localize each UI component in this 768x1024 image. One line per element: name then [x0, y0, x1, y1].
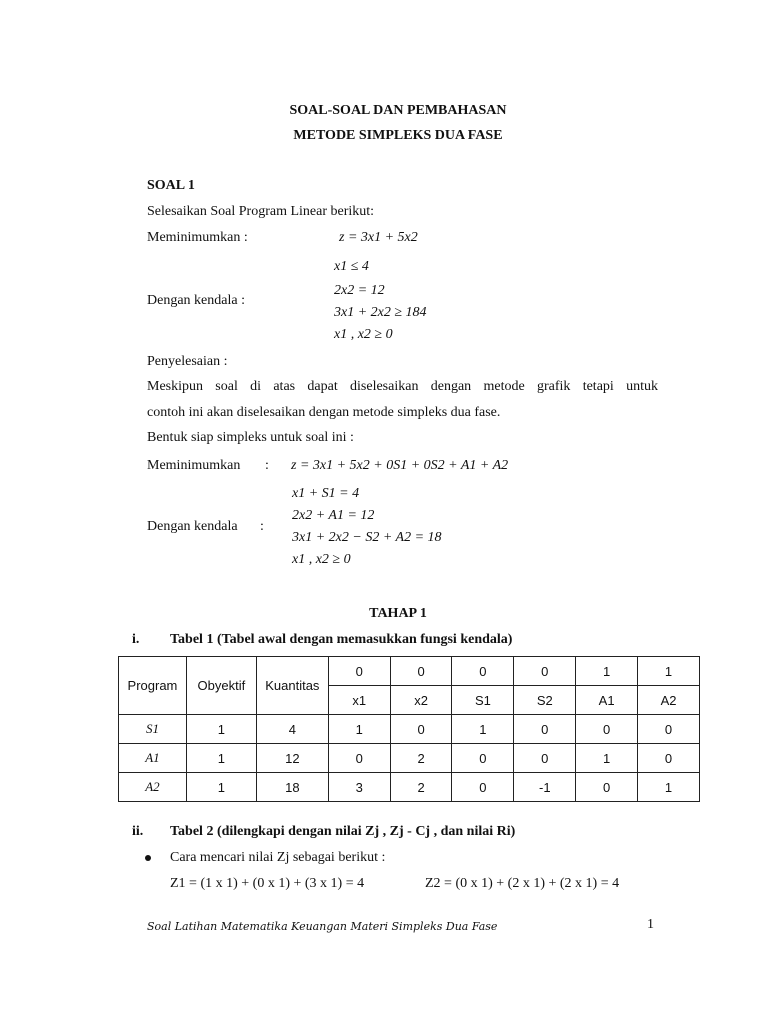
table-row: [119, 773, 700, 802]
row-obyektif: 1: [186, 744, 256, 773]
row-value: 0: [452, 744, 514, 773]
variable-cell: x1: [328, 686, 390, 715]
row-obyektif: 1: [186, 773, 256, 802]
objective-function: z = 3x1 + 5x2: [339, 230, 418, 245]
header-obyektif: Obyektif: [186, 657, 256, 715]
standard-form-intro: Bentuk siap simpleks untuk soal ini :: [147, 430, 354, 445]
row-obyektif: 1: [186, 715, 256, 744]
header-kuantitas: Kuantitas: [256, 657, 328, 715]
soal-intro: Selesaikan Soal Program Linear berikut:: [147, 204, 375, 219]
minimize-label: Meminimumkan :: [147, 230, 248, 245]
row-value: 2: [390, 744, 452, 773]
standard-constraint-2: 2x2 + A1 = 12: [292, 508, 375, 523]
row-value: 0: [638, 744, 700, 773]
row-value: 0: [514, 744, 576, 773]
constraint-2: 2x2 = 12: [334, 283, 385, 298]
solution-paragraph-line-2: contoh ini akan diselesaikan dengan metode simpleks dua fase.: [147, 405, 501, 420]
row-value: 0: [638, 715, 700, 744]
cost-cell: 0: [452, 657, 514, 686]
row-value: -1: [514, 773, 576, 802]
row-value: 3: [328, 773, 390, 802]
standard-minimize-colon: :: [265, 458, 269, 473]
table-row: [119, 715, 700, 744]
row-value: 1: [576, 744, 638, 773]
row-program: A1: [119, 744, 187, 773]
row-value: 1: [638, 773, 700, 802]
solution-heading: Penyelesaian :: [147, 354, 228, 369]
row-kuantitas: 4: [256, 715, 328, 744]
constraint-3: 3x1 + 2x2 ≥ 184: [334, 305, 427, 320]
row-program: A2: [119, 773, 187, 802]
table1-title: Tabel 1 (Tabel awal dengan memasukkan fungsi kendala): [170, 632, 513, 647]
constraint-label: Dengan kendala :: [147, 293, 245, 308]
footer-text: Soal Latihan Matematika Keuangan Materi Simpleks Dua Fase: [147, 920, 498, 933]
row-value: 0: [328, 744, 390, 773]
variable-cell: A2: [638, 686, 700, 715]
cost-cell: 0: [390, 657, 452, 686]
header-program: Program: [119, 657, 187, 715]
bullet-icon: [145, 855, 151, 861]
page-number: 1: [647, 917, 654, 932]
row-value: 2: [390, 773, 452, 802]
row-value: 0: [390, 715, 452, 744]
row-kuantitas: 12: [256, 744, 328, 773]
table-row: [119, 744, 700, 773]
row-value: 1: [328, 715, 390, 744]
z1-calculation: Z1 = (1 x 1) + (0 x 1) + (3 x 1) = 4: [170, 876, 365, 891]
table-header-row: [119, 657, 700, 686]
constraint-1: x1 ≤ 4: [334, 259, 369, 274]
cost-cell: 1: [576, 657, 638, 686]
bullet-text: Cara mencari nilai Zj sebagai berikut :: [170, 850, 386, 865]
variable-cell: S1: [452, 686, 514, 715]
standard-minimize-label: Meminimumkan: [147, 458, 241, 473]
table2-number: ii.: [132, 824, 144, 839]
cost-cell: 0: [514, 657, 576, 686]
standard-constraint-3: 3x1 + 2x2 − S2 + A2 = 18: [292, 530, 442, 545]
title-line-1: SOAL-SOAL DAN PEMBAHASAN: [289, 103, 507, 118]
soal-heading: SOAL 1: [147, 178, 195, 193]
table2-title: Tabel 2 (dilengkapi dengan nilai Zj , Zj - Cj , dan nilai Ri): [170, 824, 516, 839]
standard-constraint-colon: :: [260, 519, 264, 534]
tahap-heading: TAHAP 1: [369, 606, 427, 621]
row-value: 0: [514, 715, 576, 744]
variable-cell: A1: [576, 686, 638, 715]
standard-constraint-1: x1 + S1 = 4: [292, 486, 360, 501]
row-kuantitas: 18: [256, 773, 328, 802]
row-value: 1: [452, 715, 514, 744]
variable-cell: S2: [514, 686, 576, 715]
cost-cell: 0: [328, 657, 390, 686]
table1-number: i.: [132, 632, 140, 647]
row-value: 0: [452, 773, 514, 802]
row-value: 0: [576, 773, 638, 802]
z2-calculation: Z2 = (0 x 1) + (2 x 1) + (2 x 1) = 4: [425, 876, 620, 891]
standard-constraint-label: Dengan kendala: [147, 519, 238, 534]
row-value: 0: [576, 715, 638, 744]
title-line-2: METODE SIMPLEKS DUA FASE: [293, 128, 503, 143]
row-program: S1: [119, 715, 187, 744]
solution-paragraph-line-1: Meskipun soal di atas dapat diselesaikan dengan metode grafik tetapi untuk: [147, 379, 658, 394]
standard-objective-function: z = 3x1 + 5x2 + 0S1 + 0S2 + A1 + A2: [291, 458, 509, 473]
simplex-table-1: [118, 656, 700, 802]
constraint-4: x1 , x2 ≥ 0: [334, 327, 393, 342]
standard-constraint-4: x1 , x2 ≥ 0: [292, 552, 351, 567]
cost-cell: 1: [638, 657, 700, 686]
variable-cell: x2: [390, 686, 452, 715]
